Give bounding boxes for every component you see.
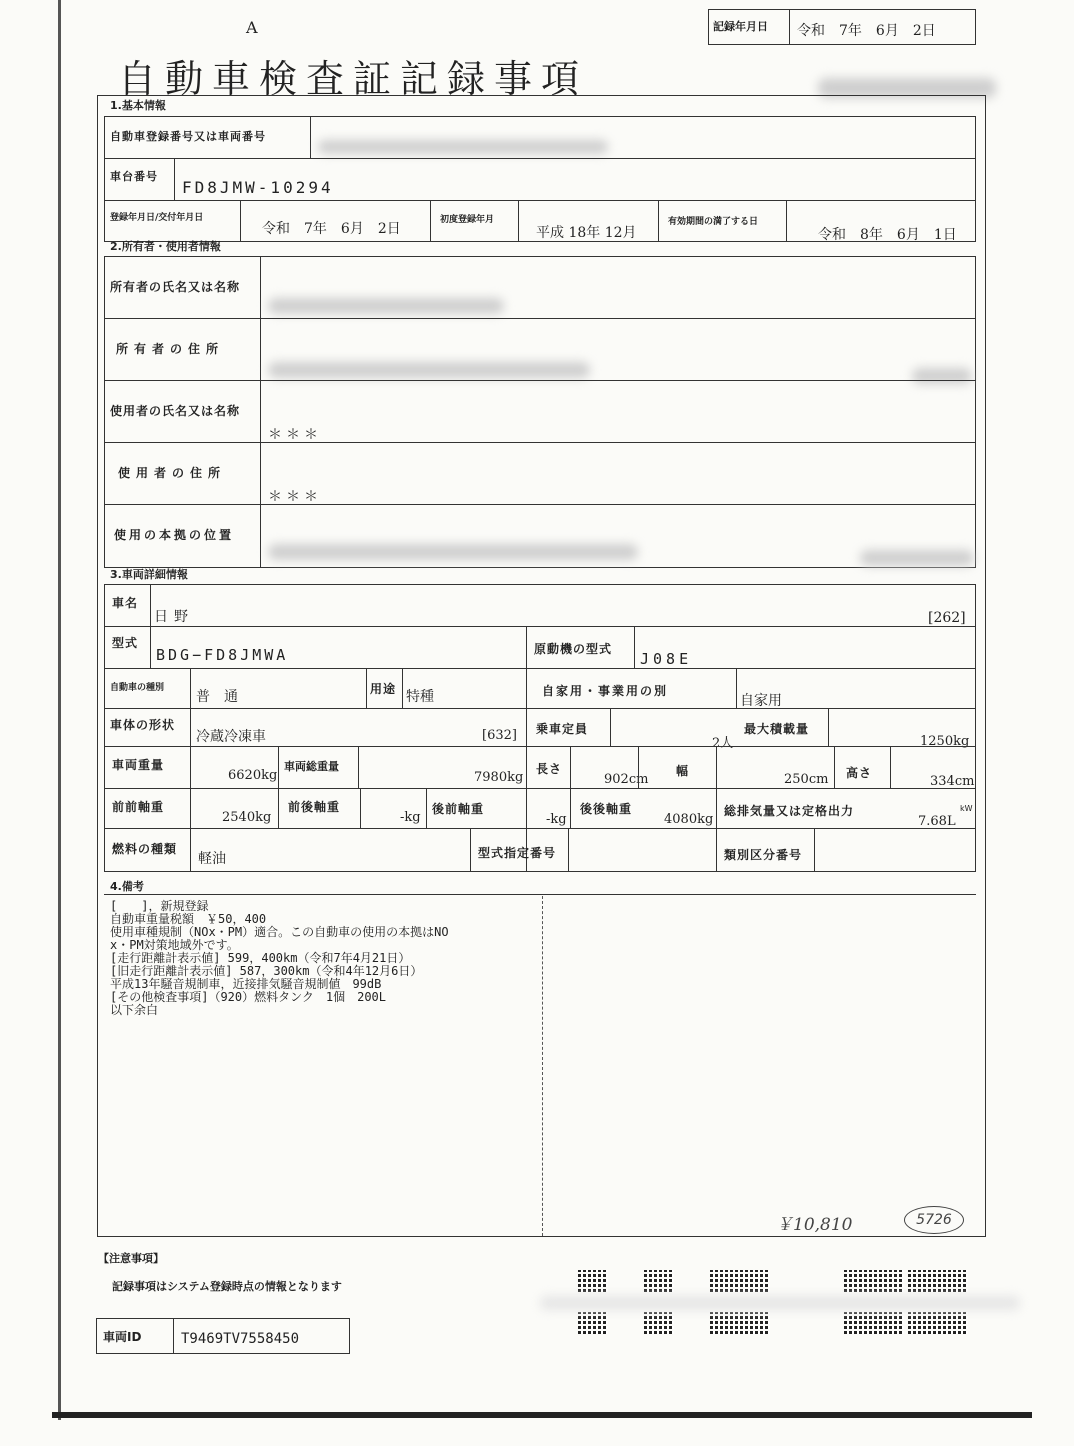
user-addr-label: 使用者の住所: [118, 466, 227, 480]
redacted-base-location: [268, 544, 638, 560]
class-no-label: 類別区分番号: [724, 848, 803, 862]
ff-axle-label: 前前軸重: [112, 800, 165, 814]
private-label: 自家用・事業用の別: [542, 684, 669, 698]
width-value: 250cm: [784, 772, 829, 787]
private-value: 自家用: [740, 693, 782, 709]
capacity-label: 乗車定員: [536, 722, 589, 736]
qr-code: [874, 1270, 904, 1292]
model-label: 型式: [112, 636, 139, 650]
record-date-label: 記録年月日: [713, 20, 768, 33]
use-value: 特種: [406, 689, 434, 705]
bottom-scan-edge: [52, 1412, 1032, 1418]
qr-code: [710, 1312, 740, 1334]
rr-axle-value: 4080kg: [664, 812, 714, 827]
remarks-line: [その他検査事項]（920）燃料タンク 1個 200L: [110, 990, 387, 1004]
body-label: 車体の形状: [110, 718, 176, 732]
reg-no-label: 自動車登録番号又は車両番号: [110, 130, 266, 143]
fr-axle-label: 前後軸重: [288, 800, 341, 814]
weight-value: 6620kg: [228, 768, 278, 783]
qr-code: [578, 1312, 608, 1334]
remarks-line: 自動車重量税額 ￥50，400: [110, 912, 267, 926]
handwritten-fee: ￥10,810: [776, 1215, 853, 1235]
redacted-owner-name: [268, 298, 504, 314]
engine-value: J08E: [640, 650, 693, 668]
remarks-divider: [542, 896, 543, 1236]
section-basic-title: 1.基本情報: [110, 99, 166, 112]
reg-date-label: 登録年月日/交付年月日: [110, 213, 204, 223]
handwritten-code: 5726: [904, 1206, 964, 1234]
gross-label: 車両総重量: [284, 760, 339, 773]
qr-code: [908, 1312, 938, 1334]
width-label: 幅: [676, 764, 690, 778]
displacement-value: 7.68L: [918, 814, 956, 829]
weight-label: 車両重量: [112, 758, 165, 772]
user-addr-value: ＊＊＊: [268, 489, 322, 505]
remarks-line: 使用車種規制（NOx・PM）適合。この自動車の使用の本拠はNO: [110, 925, 449, 939]
rf-axle-value: -kg: [546, 812, 567, 827]
qr-code: [844, 1270, 874, 1292]
left-scan-edge: [58, 0, 61, 1420]
page-marker: A: [246, 18, 258, 37]
remarks-line: x・PM対策地域外です。: [110, 938, 239, 952]
section-vehicle-title: 3.車両詳細情報: [110, 568, 188, 581]
chassis-label: 車台番号: [110, 170, 158, 183]
redacted-base-location-2: [860, 550, 974, 566]
vehicle-id-value: T9469TV7558450: [181, 1331, 300, 1347]
user-name-label: 使用者の氏名又は名称: [110, 404, 241, 418]
base-location-label: 使用の本拠の位置: [114, 528, 235, 542]
car-name-code: [262]: [928, 610, 966, 626]
page-title: 自動車検査証記録事項: [118, 57, 589, 101]
qr-code: [908, 1270, 938, 1292]
owner-name-label: 所有者の氏名又は名称: [110, 280, 241, 294]
rr-axle-label: 後後軸重: [580, 802, 633, 816]
type-no-label: 型式指定番号: [478, 846, 557, 860]
qr-code: [938, 1312, 968, 1334]
notice-title: 【注意事項】: [98, 1252, 164, 1265]
section-remarks-title: 4.備考: [110, 880, 144, 893]
capacity-value: 2人: [712, 736, 734, 751]
qr-code: [644, 1312, 674, 1334]
redacted-owner-addr-2: [912, 368, 972, 384]
reg-date-value: 令和 7年 6月 2日: [262, 221, 401, 237]
displacement-unit-kw: kW: [960, 804, 973, 813]
qr-code: [740, 1270, 770, 1292]
owner-addr-label: 所有者の住所: [116, 342, 225, 356]
remarks-text: [110, 900, 449, 1017]
redacted-owner-addr: [268, 362, 590, 378]
max-load-value: 1250kg: [920, 734, 970, 749]
qr-code: [938, 1270, 968, 1292]
use-label: 用途: [370, 682, 397, 696]
remarks-line: [旧走行距離計表示値] 587，300km（令和4年12月6日）: [110, 964, 423, 978]
remarks-line: [走行距離計表示値] 599，400km（令和7年4月21日）: [110, 951, 411, 965]
qr-code: [710, 1270, 740, 1292]
length-label: 長さ: [536, 762, 563, 776]
chassis-no: FD8JMW-10294: [182, 178, 334, 197]
expiry-label: 有効期間の満了する日: [668, 217, 759, 227]
user-name-value: ＊＊＊: [268, 427, 322, 443]
gross-value: 7980kg: [474, 770, 524, 785]
fr-axle-value: -kg: [400, 810, 421, 825]
rf-axle-label: 後前軸重: [432, 802, 485, 816]
qr-code: [578, 1270, 608, 1292]
model-value: BDG−FD8JMWA: [156, 646, 289, 664]
first-reg-label: 初度登録年月: [440, 215, 495, 225]
height-value: 334cm: [930, 774, 975, 789]
kind-label: 自動車の種別: [110, 683, 165, 693]
remarks-line: 平成13年騒音規制車，近接排気騒音規制値 99dB: [110, 977, 382, 991]
vehicle-id-label: 車両ID: [103, 1330, 142, 1344]
car-name-label: 車名: [112, 596, 139, 610]
length-value: 902cm: [604, 772, 649, 787]
record-date-box: [708, 9, 976, 45]
remarks-line: [ ]，新規登録: [110, 899, 209, 913]
body-value: 冷蔵冷凍車: [196, 729, 266, 745]
qr-code: [874, 1312, 904, 1334]
redacted-reg-no: [318, 140, 608, 154]
qr-code: [740, 1312, 770, 1334]
max-load-label: 最大積載量: [744, 722, 810, 736]
car-name-value: 日野: [154, 609, 194, 625]
ff-axle-value: 2540kg: [222, 810, 272, 825]
fuel-label: 燃料の種類: [112, 842, 178, 856]
redacted-qr-strip: [540, 1296, 1020, 1310]
kind-value: 普 通: [196, 689, 238, 705]
engine-label: 原動機の型式: [534, 642, 613, 656]
expiry-value: 令和 8年 6月 1日: [818, 227, 957, 243]
qr-code: [644, 1270, 674, 1292]
height-label: 高さ: [846, 766, 873, 780]
first-reg-value: 平成 18年 12月: [536, 225, 637, 241]
notice-text: 記録事項はシステム登録時点の情報となります: [112, 1280, 342, 1293]
fuel-value: 軽油: [198, 851, 226, 867]
displacement-label: 総排気量又は定格出力: [724, 804, 855, 818]
vehicle-id-box: [96, 1318, 350, 1354]
remarks-line: 以下余白: [110, 1003, 159, 1017]
qr-code: [844, 1312, 874, 1334]
record-date-value: 令和 7年 6月 2日: [797, 23, 936, 39]
body-code: [632]: [482, 728, 517, 743]
section-owner-title: 2.所有者・使用者情報: [110, 240, 221, 253]
